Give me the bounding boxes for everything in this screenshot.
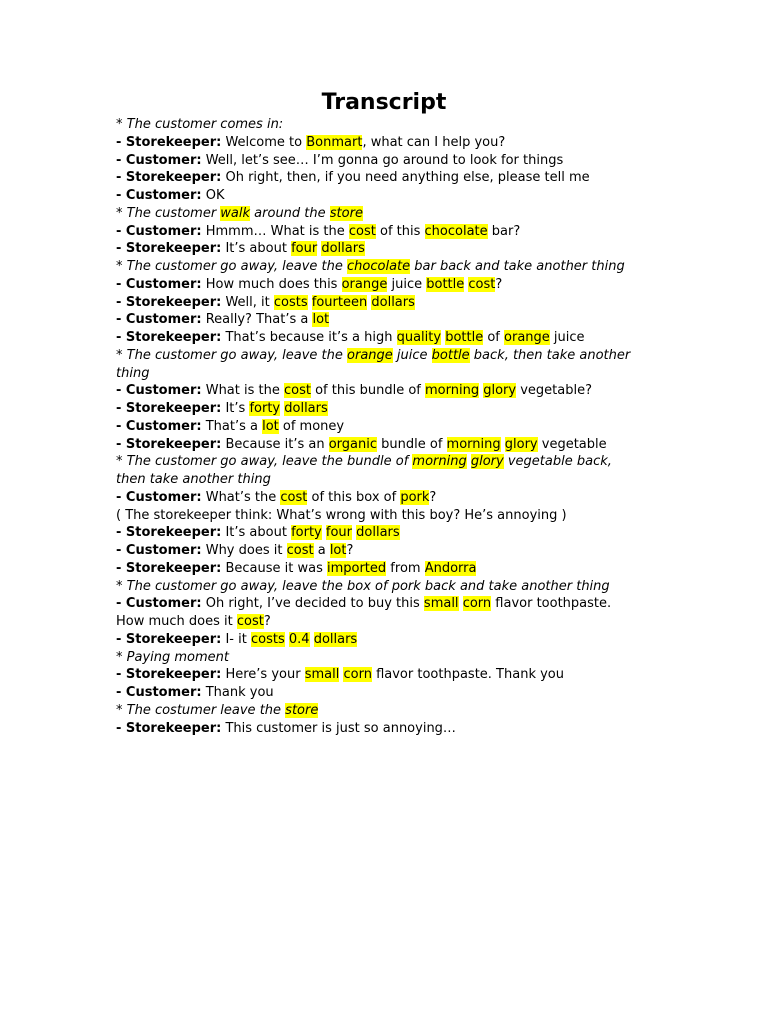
highlighted-word: glory <box>470 454 504 470</box>
dialog-line: - Customer: Why does it cost a lot? <box>116 543 354 558</box>
speaker-label: - Storekeeper: <box>116 667 222 683</box>
highlighted-word: cost <box>468 276 496 292</box>
dialog-line: - Storekeeper: Well, it costs fourteen dollars <box>116 294 415 310</box>
highlighted-word: 0.4 <box>288 631 310 647</box>
highlighted-word: cost <box>348 223 376 239</box>
dialog-line: - Storekeeper: Welcome to Bonmart, what can I help you? <box>116 134 506 150</box>
highlighted-word: glory <box>504 436 538 452</box>
dialog-line: - Storekeeper: This customer is just so annoying… <box>116 720 456 736</box>
highlighted-word: small <box>304 667 340 683</box>
dialog-line: - Customer: What’s the cost of this box of pork? <box>116 489 437 505</box>
speaker-label: - Storekeeper: <box>116 631 222 647</box>
speaker-label: - Storekeeper: <box>116 294 222 310</box>
dialog-line: - Storekeeper: That’s because it’s a high quality bottle of orange juice <box>116 330 585 345</box>
highlighted-word: Bonmart <box>306 134 363 150</box>
dialog-line: - Storekeeper: It’s about four dollars <box>116 241 365 257</box>
highlighted-word: organic <box>328 436 378 452</box>
highlighted-word: morning <box>425 383 480 399</box>
highlighted-word: store <box>329 205 363 221</box>
speaker-label: - Customer: <box>116 596 202 612</box>
stage-direction-line: * The customer go away, leave the orange juice bottle back, then take another thing <box>116 347 631 381</box>
dialog-line: - Customer: Really? That’s a lot <box>116 312 330 328</box>
highlighted-word: lot <box>329 543 347 558</box>
dialog-line: - Customer: How much does this orange juice bottle cost? <box>116 276 503 292</box>
highlighted-word: bottle <box>431 347 470 363</box>
highlighted-word: costs <box>273 294 308 310</box>
speaker-label: - Customer: <box>116 489 202 505</box>
highlighted-word: corn <box>343 667 372 683</box>
dialog-line: - Customer: OK <box>116 188 225 203</box>
highlighted-word: pork <box>400 489 430 505</box>
dialog-line: - Storekeeper: I- it costs 0.4 dollars <box>116 631 358 647</box>
stage-direction-line: * The customer go away, leave the bundle of morning glory vegetable back, then take another thing <box>116 454 612 487</box>
highlighted-word: four <box>291 241 318 257</box>
speaker-label: - Customer: <box>116 543 202 558</box>
stage-direction-line: * Paying moment <box>116 649 229 665</box>
highlighted-word: orange <box>341 276 388 292</box>
speaker-label: - Storekeeper: <box>116 330 222 345</box>
dialog-line: - Customer: Hmmm… What is the cost of this chocolate bar? <box>116 223 521 239</box>
speaker-label: - Customer: <box>116 223 202 239</box>
highlighted-word: dollars <box>356 525 400 541</box>
highlighted-word: dollars <box>371 294 415 310</box>
highlighted-word: chocolate <box>347 259 411 274</box>
dialog-line: - Customer: Oh right, I’ve decided to buy this small corn flavor toothpaste. How much does it cost? <box>116 596 612 629</box>
highlighted-word: costs <box>250 631 285 647</box>
speaker-label: - Customer: <box>116 312 202 328</box>
speaker-label: - Storekeeper: <box>116 436 222 452</box>
stage-direction-line: * The customer go away, leave the chocolate bar back and take another thing <box>116 259 625 274</box>
highlighted-word: corn <box>462 596 492 612</box>
highlighted-word: dollars <box>284 401 328 416</box>
highlighted-word: lot <box>262 418 279 434</box>
highlighted-word: dollars <box>321 241 365 257</box>
highlighted-word: cost <box>286 543 314 558</box>
speaker-label: - Storekeeper: <box>116 560 222 576</box>
dialog-line: - Storekeeper: Oh right, then, if you need anything else, please tell me <box>116 170 590 186</box>
dialog-line: - Storekeeper: Because it was imported from Andorra <box>116 560 477 576</box>
dialog-line: - Customer: Well, let’s see… I’m gonna go around to look for things <box>116 152 564 168</box>
highlighted-word: orange <box>504 330 550 345</box>
speaker-label: - Customer: <box>116 418 202 434</box>
highlighted-word: bottle <box>426 276 465 292</box>
highlighted-word: quality <box>396 330 442 345</box>
highlighted-word: dollars <box>313 631 358 647</box>
highlighted-word: glory <box>483 383 517 399</box>
highlighted-word: cost <box>280 489 308 505</box>
highlighted-word: store <box>285 702 319 718</box>
dialog-line: - Storekeeper: It’s about forty four dollars <box>116 525 400 541</box>
speaker-label: - Storekeeper: <box>116 134 222 150</box>
stage-direction-line: * The customer walk around the store <box>116 205 363 221</box>
highlighted-word: lot <box>312 312 330 328</box>
highlighted-word: four <box>325 525 353 541</box>
speaker-label: - Customer: <box>116 685 202 700</box>
speaker-label: - Storekeeper: <box>116 170 222 186</box>
highlighted-word: morning <box>446 436 501 452</box>
speaker-label: - Storekeeper: <box>116 401 222 416</box>
speaker-label: - Storekeeper: <box>116 720 222 736</box>
aside-line: ( The storekeeper think: What’s wrong with this boy? He’s annoying ) <box>116 507 567 523</box>
speaker-label: - Customer: <box>116 152 202 168</box>
dialog-line: - Storekeeper: Here’s your small corn flavor toothpaste. Thank you <box>116 667 564 683</box>
dialog-line: - Storekeeper: Because it’s an organic bundle of morning glory vegetable <box>116 436 607 452</box>
stage-direction-line: * The customer comes in: <box>116 117 284 132</box>
speaker-label: - Customer: <box>116 383 202 399</box>
highlighted-word: Andorra <box>424 560 477 576</box>
highlighted-word: morning <box>412 454 467 470</box>
highlighted-word: imported <box>326 560 387 576</box>
highlighted-word: chocolate <box>424 223 488 239</box>
highlighted-word: fourteen <box>311 294 368 310</box>
dialog-line: - Customer: That’s a lot of money <box>116 418 345 434</box>
speaker-label: - Storekeeper: <box>116 525 222 541</box>
speaker-label: - Customer: <box>116 188 202 203</box>
speaker-label: - Storekeeper: <box>116 241 222 257</box>
highlighted-word: forty <box>249 401 281 416</box>
transcript-body <box>116 116 636 737</box>
highlighted-word: forty <box>291 525 322 541</box>
speaker-label: - Customer: <box>116 276 202 292</box>
dialog-line: - Customer: Thank you <box>116 685 274 700</box>
stage-direction-line: * The costumer leave the store <box>116 702 319 718</box>
highlighted-word: walk <box>220 205 251 221</box>
stage-direction-line: * The customer go away, leave the box of pork back and take another thing <box>116 578 610 594</box>
highlighted-word: small <box>423 596 459 612</box>
dialog-line: - Customer: What is the cost of this bundle of morning glory vegetable? <box>116 383 592 399</box>
dialog-line: - Storekeeper: It’s forty dollars <box>116 401 328 416</box>
highlighted-word: cost <box>236 614 264 629</box>
highlighted-word: orange <box>347 347 393 363</box>
highlighted-word: bottle <box>445 330 484 345</box>
page-title: Transcript <box>321 90 447 115</box>
highlighted-word: cost <box>283 383 311 399</box>
